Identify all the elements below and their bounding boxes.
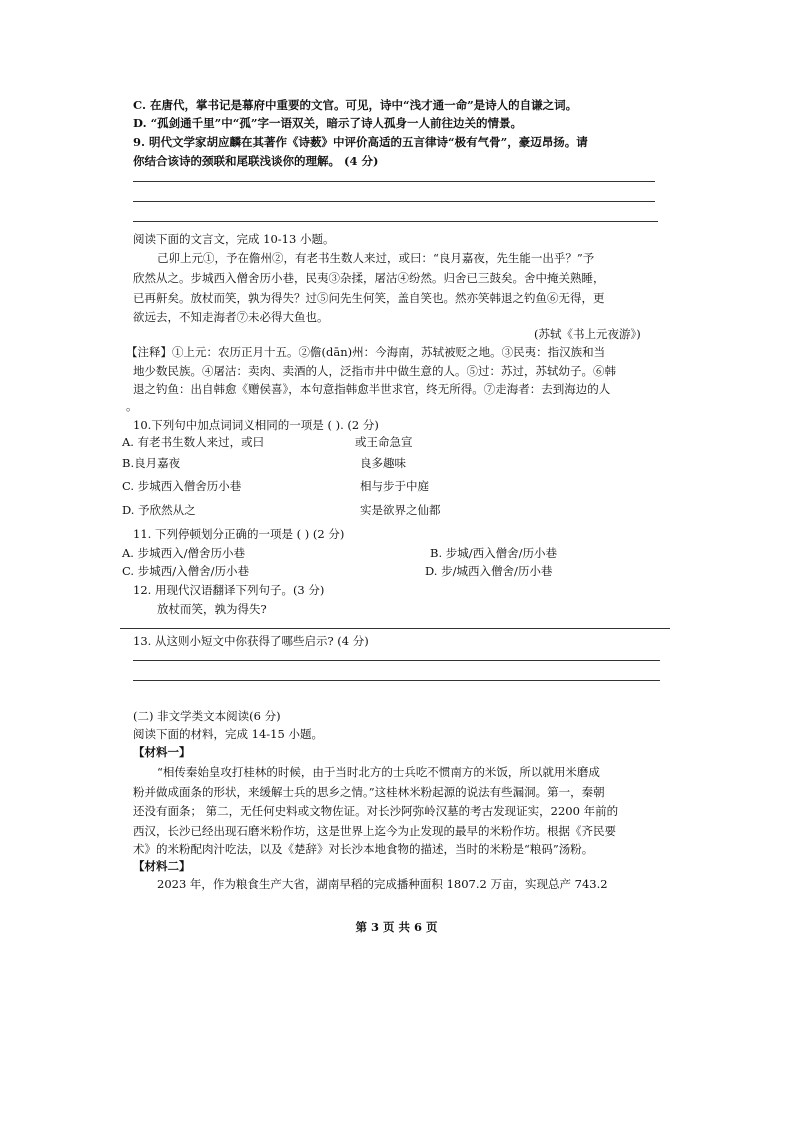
q10-option-c-right: 相与步于中庭 bbox=[360, 479, 429, 493]
material-1-line: “相传秦始皇攻打桂林的时候，由于当时北方的士兵吃不惯南方的米饭，所以就用米磨成 bbox=[157, 765, 600, 779]
q10-option-d-right: 实是欲界之仙都 bbox=[360, 503, 441, 517]
q11-option-b: B. 步城/西入僧舍/历小巷 bbox=[430, 546, 558, 560]
q8-option-d: D. “孤剑通千里”中“孤”字一语双关，暗示了诗人孤身一人前往边关的情景。 bbox=[133, 116, 523, 130]
q10-option-d-left: D. 予欣然从之 bbox=[122, 503, 196, 517]
q10-option-c-left: C. 步城西入僧舍历小巷 bbox=[122, 479, 242, 493]
answer-line bbox=[133, 680, 660, 681]
answer-line bbox=[133, 221, 658, 222]
passage-line: 欣然从之。步城西入僧舍历小巷，民夷③杂揉，屠沽④纷然。归舍已三鼓矣。舍中掩关熟睡， bbox=[133, 271, 605, 285]
q9-stem-line1: 9. 明代文学家胡应麟在其著作《诗薮》中评价高适的五言律诗“极有气骨”，豪迈昂扬。请 bbox=[133, 135, 588, 149]
answer-line bbox=[120, 628, 670, 629]
passage-note: 。 bbox=[126, 399, 138, 413]
q11-option-a: A. 步城西入/僧舍历小巷 bbox=[122, 546, 245, 560]
q10-option-b-left: B.良月嘉夜 bbox=[122, 456, 181, 470]
material-1-line: 还没有面条； 第二，无任何史料或文物佐证。对长沙阿弥岭汉墓的考古发现证实，2200 年前的 bbox=[133, 804, 619, 818]
material-1-line: 粉并做成面条的形状，来缓解士兵的思乡之情。”这桂林米粉起源的说法有些漏洞。第一，秦朝 bbox=[133, 785, 605, 799]
passage-note: 地少数民族。④屠沽：卖肉、卖酒的人，泛指市井中做生意的人。⑤过：苏过，苏轼幼子。⑥韩 bbox=[133, 364, 616, 378]
material-2-line: 2023 年，作为粮食生产大省，湖南早稻的完成播种面积 1807.2 万亩，实现总产 743.2 bbox=[157, 877, 608, 891]
material-1-title: 【材料一】 bbox=[133, 745, 191, 759]
material-1-line: 西汉，长沙已经出现石磨米粉作坊，这是世界上迄今为止发现的最早的米粉作坊。根据《齐民要 bbox=[133, 824, 616, 838]
q10-option-a-right: 或王命急宣 bbox=[355, 435, 413, 449]
passage-intro: 阅读下面的文言文，完成 10-13 小题。 bbox=[133, 232, 335, 246]
q10-option-a-left: A. 有老书生数人来过，或曰 bbox=[122, 435, 265, 449]
passage-line: 己卯上元①，予在儋州②，有老书生数人来过，或曰：“良月嘉夜，先生能一出乎？”予 bbox=[157, 251, 595, 265]
answer-line bbox=[133, 660, 660, 661]
section-title: (二) 非文学类文本阅读(6 分) bbox=[133, 709, 281, 723]
q8-option-c: C. 在唐代，掌书记是幕府中重要的文官。可见，诗中“浅才通一命”是诗人的自谦之词。 bbox=[133, 98, 578, 112]
passage-note: 【注释】①上元：农历正月十五。②儋(dān)州：今海南，苏轼被贬之地。③民夷：指汉族和当 bbox=[126, 345, 606, 359]
section-intro: 阅读下面的材料，完成 14-15 小题。 bbox=[133, 727, 323, 741]
q12-sentence: 放杖而笑，孰为得失? bbox=[157, 602, 267, 616]
answer-line bbox=[133, 181, 655, 182]
answer-line bbox=[133, 201, 655, 202]
q13-stem: 13. 从这则小短文中你获得了哪些启示? (4 分) bbox=[133, 634, 369, 648]
q10-option-b-right: 良多趣味 bbox=[360, 456, 406, 470]
q12-stem: 12. 用现代汉语翻译下列句子。(3 分) bbox=[133, 583, 325, 597]
q10-stem: 10.下列句中加点词词义相同的一项是 ( ). (2 分) bbox=[133, 418, 379, 432]
q11-option-d: D. 步/城西入僧舍/历小巷 bbox=[425, 564, 553, 578]
material-1-line: 术》的米粉配肉汁吃法，以及《楚辞》对长沙本地食物的描述，当时的米粉是“粮码”汤粉。 bbox=[133, 842, 594, 856]
passage-note: 退之钓鱼：出自韩愈《赠侯喜》，本句意指韩愈半世求官，终无所得。⑦走海者：去到海边的人 bbox=[133, 382, 611, 396]
page-footer: 第 3 页 共 6 页 bbox=[355, 920, 438, 934]
q11-option-c: C. 步城西/入僧舍/历小巷 bbox=[122, 564, 249, 578]
q9-stem-line2: 你结合该诗的颈联和尾联浅谈你的理解。 (4 分) bbox=[133, 154, 379, 168]
passage-line: 欲远去，不知走海者⑦未必得大鱼也。 bbox=[133, 310, 329, 324]
passage-source: (苏轼《书上元夜游》) bbox=[534, 327, 641, 341]
material-2-title: 【材料二】 bbox=[133, 859, 191, 873]
passage-line: 已再鼾矣。放杖而笑，孰为得失？过⑤问先生何笑，盖自笑也。然亦笑韩退之钓鱼⑥无得，更 bbox=[133, 291, 605, 305]
q11-stem: 11. 下列停顿划分正确的一项是 ( ) (2 分) bbox=[133, 527, 345, 541]
